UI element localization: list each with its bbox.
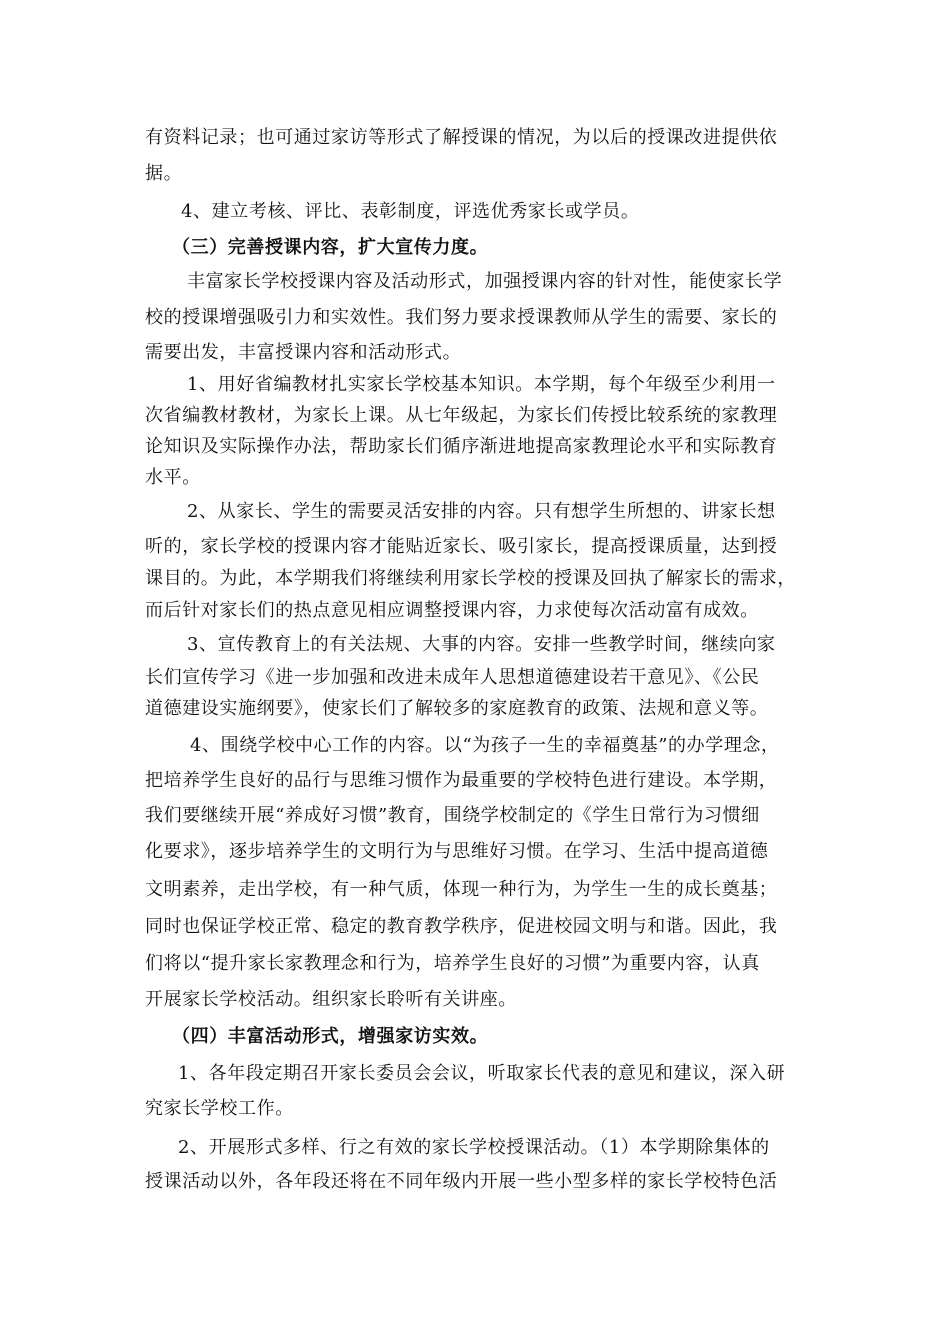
text-line: 开展家长学校活动。组织家长聆听有关讲座。 [145,989,517,1010]
text-line: 水平。 [145,467,201,488]
text-line: 1、各年段定期召开家长委员会会议，听取家长代表的意见和建议，深入研 [178,1063,786,1084]
text-line: 长们宣传学习《进一步加强和改进未成年人思想道德建设若干意见》、《公民 [145,667,760,688]
text-line: 丰富家长学校授课内容及活动形式，加强授课内容的针对性，能使家长学 [187,271,783,292]
text-line: 道德建设实施纲要》，使家长们了解较多的家庭教育的政策、法规和意义等。 [145,698,769,719]
text-line: 据。 [145,163,183,184]
text-line: 文明素养，走出学校，有一种气质，体现一种行为，为学生一生的成长奠基； [145,879,778,900]
text-line: 需要出发，丰富授课内容和活动形式。 [145,342,462,363]
text-line: 们将以“提升家长家教理念和行为，培养学生良好的习惯”为重要内容，认真 [145,953,760,974]
text-line: 听的，家长学校的授课内容才能贴近家长、吸引家长，提高授课质量，达到授 [145,536,778,557]
text-line: 究家长学校工作。 [145,1098,294,1119]
text-line: 4、建立考核、评比、表彰制度，评选优秀家长或学员。 [181,201,640,222]
text-line: 授课活动以外，各年段还将在不同年级内开展一些小型多样的家长学校特色活 [145,1171,778,1192]
text-line: 而后针对家长们的热点意见相应调整授课内容，力求使每次活动富有成效。 [145,600,759,621]
text-line: 2、从家长、学生的需要灵活安排的内容。只有想学生所想的、讲家长想 [187,501,776,522]
text-line: 化要求》，逐步培养学生的文明行为与思维好习惯。在学习、生活中提高道德 [145,841,769,862]
text-line: 我们要继续开展“养成好习惯”教育，围绕学校制定的《学生日常行为习惯细 [145,805,760,826]
section-heading: （三）完善授课内容，扩大宣传力度。 [172,237,489,258]
text-line: 2、开展形式多样、行之有效的家长学校授课活动。（1）本学期除集体的 [178,1137,770,1158]
text-line: 论知识及实际操作办法，帮助家长们循序渐进地提高家教理论水平和实际教育 [145,436,778,457]
text-line: 次省编教材教材，为家长上课。从七年级起，为家长们传授比较系统的家教理 [145,405,778,426]
text-line: 把培养学生良好的品行与思维习惯作为最重要的学校特色进行建设。本学期， [145,770,778,791]
text-line: 4、围绕学校中心工作的内容。以“为孩子一生的幸福奠基”的办学理念， [190,735,780,756]
text-line: 同时也保证学校正常、稳定的教育教学秩序，促进校园文明与和谐。因此，我 [145,916,778,937]
text-line: 有资料记录；也可通过家访等形式了解授课的情况，为以后的授课改进提供依 [145,127,778,148]
section-heading: （四）丰富活动形式，增强家访实效。 [172,1026,489,1047]
text-line: 校的授课增强吸引力和实效性。我们努力要求授课教师从学生的需要、家长的 [145,307,778,328]
text-line: 3、宣传教育上的有关法规、大事的内容。安排一些教学时间，继续向家 [187,634,776,655]
text-line: 课目的。为此，本学期我们将继续利用家长学校的授课及回执了解家长的需求， [145,568,796,589]
text-line: 1、用好省编教材扎实家长学校基本知识。本学期，每个年级至少利用一 [187,374,776,395]
